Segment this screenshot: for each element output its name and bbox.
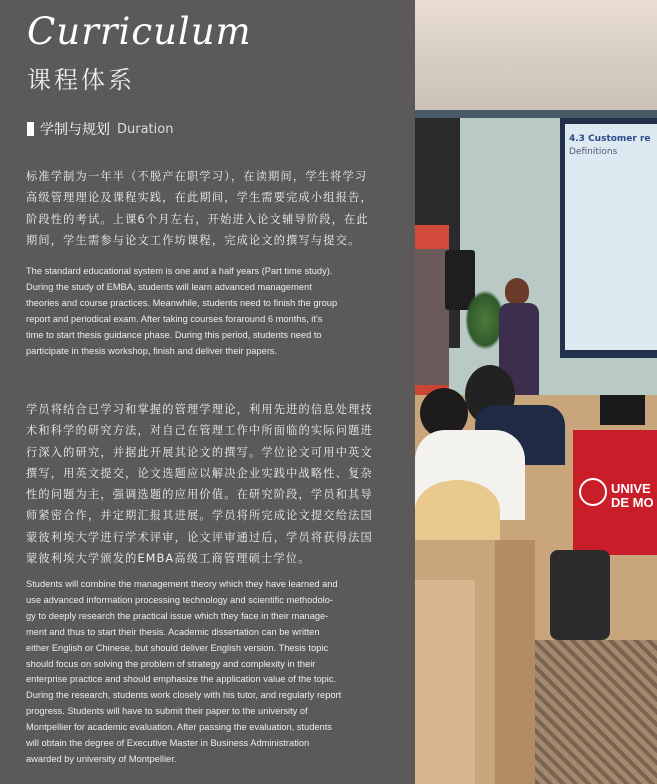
- projector-slide: [565, 124, 657, 350]
- page-title: Curriculum: [27, 10, 252, 53]
- text-line: progress. Students will have to submit their paper to the university of: [26, 706, 308, 717]
- slide-subtitle: Definitions: [569, 147, 618, 157]
- text-line: 蒙彼利埃大学颁发的EMBA高级工商管理硕士学位。: [26, 552, 311, 566]
- text-line: 性的问题为主，强调选题的应用价值。在研究阶段，学员和其导: [26, 488, 373, 502]
- text-line: awarded by university of Montpellier.: [26, 753, 177, 764]
- text-line: During the research, students work closely with his tutor, and regularly report: [26, 690, 342, 701]
- banner-line-2: DE MO: [611, 495, 654, 510]
- university-banner: [573, 430, 657, 555]
- text-line: 学员将结合已学习和掌握的管理学理论，利用先进的信息处理技: [26, 403, 373, 416]
- text-line: 撰写，用英文提交，论文选题应以解决企业实践中战略性、复杂: [26, 466, 373, 480]
- text-line: participate in thesis workshop, finish and deliver their papers.: [26, 345, 278, 356]
- section-marker: [27, 122, 34, 136]
- paragraph-1-zh: [26, 166, 373, 251]
- page-subtitle: 课程体系: [27, 66, 135, 94]
- text-line: 期间，学生需参与论文工作坊课程，完成论文的撰写与提交。: [26, 233, 361, 247]
- text-line: 行深入的研究，并据此开展其论文的撰写。学位论文可用中英文: [26, 445, 373, 459]
- classroom-photo: [415, 0, 657, 784]
- text-line: use advanced information processing technology and scientific methodolo-: [26, 594, 333, 605]
- text-line: 阶段性的考试。上课6个月左右，开始进入论文辅导阶段，在此: [26, 212, 369, 226]
- section-label-en: Duration: [117, 121, 174, 137]
- presenter: [505, 278, 529, 304]
- text-line: 师紧密合作，并定期汇报其进展。学员将所完成论文提交给法国: [26, 509, 373, 523]
- text-line: Montpellier for academic evaluation. After passing the evaluation, students: [26, 722, 332, 733]
- text-line: 高级管理理论及课程实践，在此期间，学生需要完成小组报告，: [26, 191, 373, 205]
- text-line: theories and course practices. Meanwhile, students need to finish the group: [26, 297, 338, 308]
- text-line: 标准学制为一年半（不脱产在职学习），在读期间，学生将学习: [26, 170, 368, 183]
- text-line: ment and thus to start their thesis. Academic dissertation can be written: [26, 626, 320, 637]
- text-line: gy to deeply research the practical issue which they face in their manage-: [26, 610, 329, 621]
- text-line: will obtain the degree of Executive Master in Business Administration: [26, 738, 310, 749]
- paragraph-1-en: [26, 264, 337, 359]
- text-line: 蒙彼利埃大学进行学术评审，论文评审通过后，学员将获得法国: [26, 530, 373, 544]
- section-heading: [27, 119, 173, 139]
- text-line: 术和科学的研究方法，对自己在管理工作中所面临的实际问题进: [26, 424, 373, 438]
- paragraph-2-en: [26, 577, 341, 768]
- text-line: Students will combine the management theory which they have learned and: [26, 579, 338, 589]
- section-label-zh: 学制与规划: [40, 122, 110, 138]
- text-line: During the study of EMBA, students will learn advanced management: [26, 281, 312, 292]
- banner-line-1: UNIVE: [611, 481, 651, 496]
- text-line: enterprise practice and should emphasize the application value of the topic.: [26, 674, 337, 685]
- text-line: The standard educational system is one and a half years (Part time study).: [26, 266, 333, 276]
- slide-title: 4.3 Customer re: [569, 134, 651, 144]
- text-line: time to start thesis guidance phase. During this period, students need to: [26, 329, 322, 340]
- text-line: should focus on solving the problem of strategy and complexity in their: [26, 658, 316, 669]
- paragraph-2-zh: [26, 399, 373, 569]
- text-line: report and periodical exam. After taking courses foraround 6 months, it's: [26, 313, 323, 324]
- text-line: either English or Chinese, but should deliver English version. Thesis topic: [26, 642, 329, 653]
